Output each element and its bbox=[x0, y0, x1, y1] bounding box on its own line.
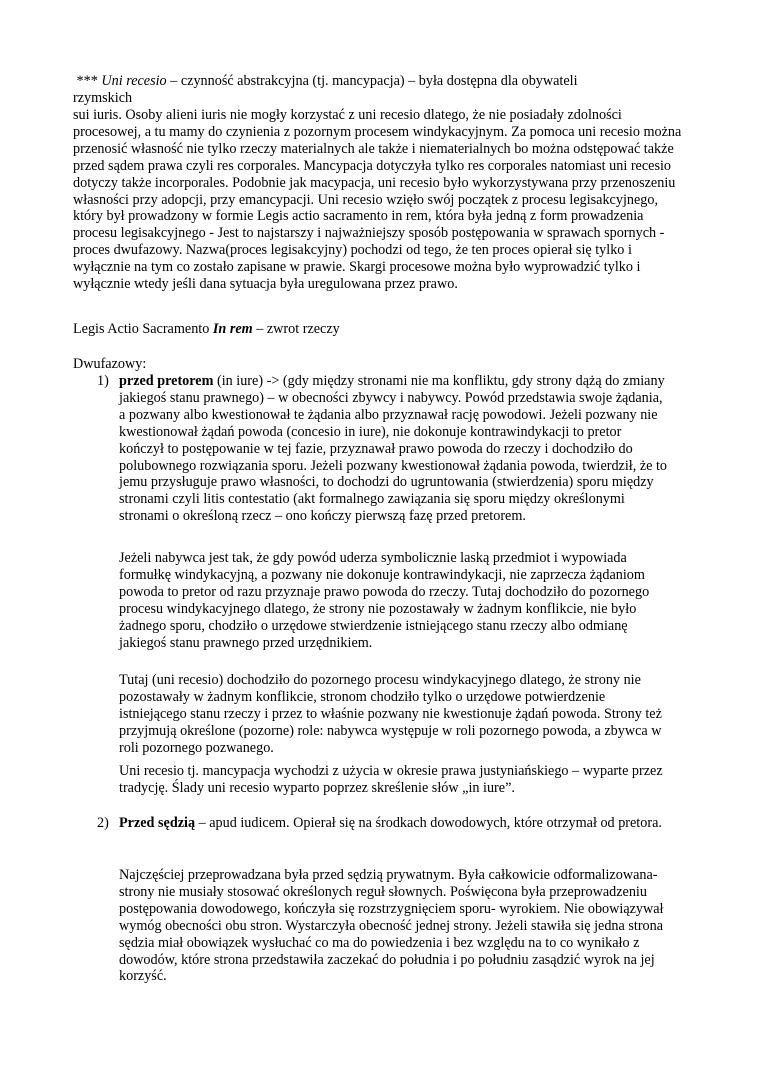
legis-term: In rem bbox=[212, 321, 253, 337]
legis-prefix: Legis Actio Sacramento bbox=[73, 321, 213, 337]
intro-term: Uni recesio bbox=[101, 73, 167, 89]
intro-stars: *** bbox=[76, 73, 98, 89]
item2-second-paragraph: Najczęściej przeprowadzana była przed sędzią prywatnym. Była całkowicie odformalizowana- strony nie musiały stosować określonych reguł słownych. Poświęcona była przeprowadzeniu postępowania dowodowego, kończyła się rozstrzygnięciem sporu- wyrokiem. Nie obowiązywał wymóg obecności obu stron. Wystarczyła obecność jednej strony. Jeżeli stawiła się jedna strona sędzia miał obowiązek wysłuchać co ma do powiedzenia i bez względu na to co wynikało z dowodów, które strona przedstawiła zaczekać do południa i po południu zasądzić wyrok na jej korzyść. bbox=[119, 867, 664, 985]
legis-suffix: – zwrot rzeczy bbox=[252, 321, 340, 337]
intro-paragraph: sui iuris. Osoby alieni iuris nie mogły korzystać z uni recesio dlatego, że nie posiadały zdolności procesowej, a tu mamy do czynienia z pozornym procesem windykacyjnym. Za pomoca uni recesio można przenosić własność nie tylko rzeczy materialnych ale także i niematerialnych bo można odstępować także przed sądem prawa czyli res corporales. Mancypacja dotyczyła tylko res corporales natomiast uni recesio dotyczy także incorporales. Podobnie jak macypacja, uni recesio było wykorzystywana przy przenoszeniu własności przy adopcji, przy emancypacji. Uni recesio wzięło swój początek z procesu legisakcyjnego, który był prowadzony w formie Legis actio sacramento in rem, która była jedną z form prowadzenia procesu legisakcyjnego - Jest to najstarszy i najważniejszy sposób postępowania w sprawach spornych - proces dwufazowy. Nazwa(proces legisakcyjny) pochodzi od tego, że ten proces opierał się tylko i wyłącznie na tym co zostało zapisane w prawie. Skargi procesowe można było wyprowadzić tylko i wyłącznie wtedy jeśli dana sytuacja była uregulowana przez prawo. bbox=[73, 107, 682, 293]
list-number-2: 2) bbox=[97, 815, 109, 831]
item1-first-paragraph bbox=[119, 373, 667, 525]
item2-first-text: – apud iudicem. Opierał się na środkach dowodowych, które otrzymał od pretora. bbox=[195, 815, 662, 831]
item1-first-text: (in iure) -> (gdy między stronami nie ma konfliktu, gdy strony dążą do zmiany jakiegoś stanu prawnego) – w obecności zbywcy i nabywcy. Powód przedstawia swoje żądania, a pozwany albo kwestionował te żądania albo przyznawał rację powodowi. Jeżeli pozwany nie kwestionował żądań powoda (concesio in iure), nie dokonuje kontrawindykacji to pretor kończył to postępowanie w tej fazie, przyznawał prawo powoda do rzeczy i dochodziło do polubownego rozwiązania sporu. Jeżeli pozwany kwestionował żądania powoda, twierdził, że to jemu przysługuje prawo własności, to dochodzi do ugruntowania (stwierdzenia) sporu między stronami czyli litis contestatio (akt formalnego zawiązania się sporu między określonymi stronami o określoną rzecz – ono kończy pierwszą fazę przed pretorem. bbox=[119, 373, 668, 525]
item1-heading: przed pretorem bbox=[119, 373, 214, 389]
list-number-1: 1) bbox=[97, 373, 109, 389]
dwufazowy-label: Dwufazowy: bbox=[73, 356, 147, 372]
legis-actio-line bbox=[73, 321, 688, 338]
item2-first-paragraph bbox=[119, 815, 664, 832]
item1-second-paragraph: Jeżeli nabywca jest tak, że gdy powód uderza symbolicznie laską przedmiot i wypowiada formułkę windykacyjną, a pozwany nie dokonuje kontrawindykacji, nie zaprzecza żądaniom powoda to pretor od razu przyznaje prawo powoda do rzeczy. Tutaj dochodziło do pozornego procesu windykacyjnego dlatego, że strony nie pozostawały w żadnym konflikcie, nie było żadnego sporu, chodziło o urzędowe stwierdzenie istniejącego stanu rzeczy albo odmianę jakiegoś stanu prawnego przed urzędnikiem. bbox=[119, 550, 650, 651]
intro-first-line bbox=[73, 73, 613, 107]
item2-heading: Przed sędzią bbox=[119, 815, 196, 831]
item1-fourth-paragraph: Uni recesio tj. mancypacja wychodzi z użycia w okresie prawa justyniańskiego – wyparte przez tradycję. Ślady uni recesio wyparto poprzez skreślenie słów „in iure”. bbox=[119, 763, 663, 796]
intro-first-rest: – czynność abstrakcyjna (tj. mancypacja) – była dostępna dla obywateli rzymskich bbox=[73, 73, 578, 106]
item1-third-paragraph: Tutaj (uni recesio) dochodziło do pozornego procesu windykacyjnego dlatego, że strony nie pozostawały w żadnym konflikcie, stronom chodziło tylko o urzędowe potwierdzenie istniejącego stanu rzeczy i przez to właśnie pozwany nie kwestionuje żądań powoda. Strony też przyjmują określone (pozorne) role: nabywca występuje w roli pozornego powoda, a zbywca w roli pozornego pozwanego. bbox=[119, 672, 662, 756]
